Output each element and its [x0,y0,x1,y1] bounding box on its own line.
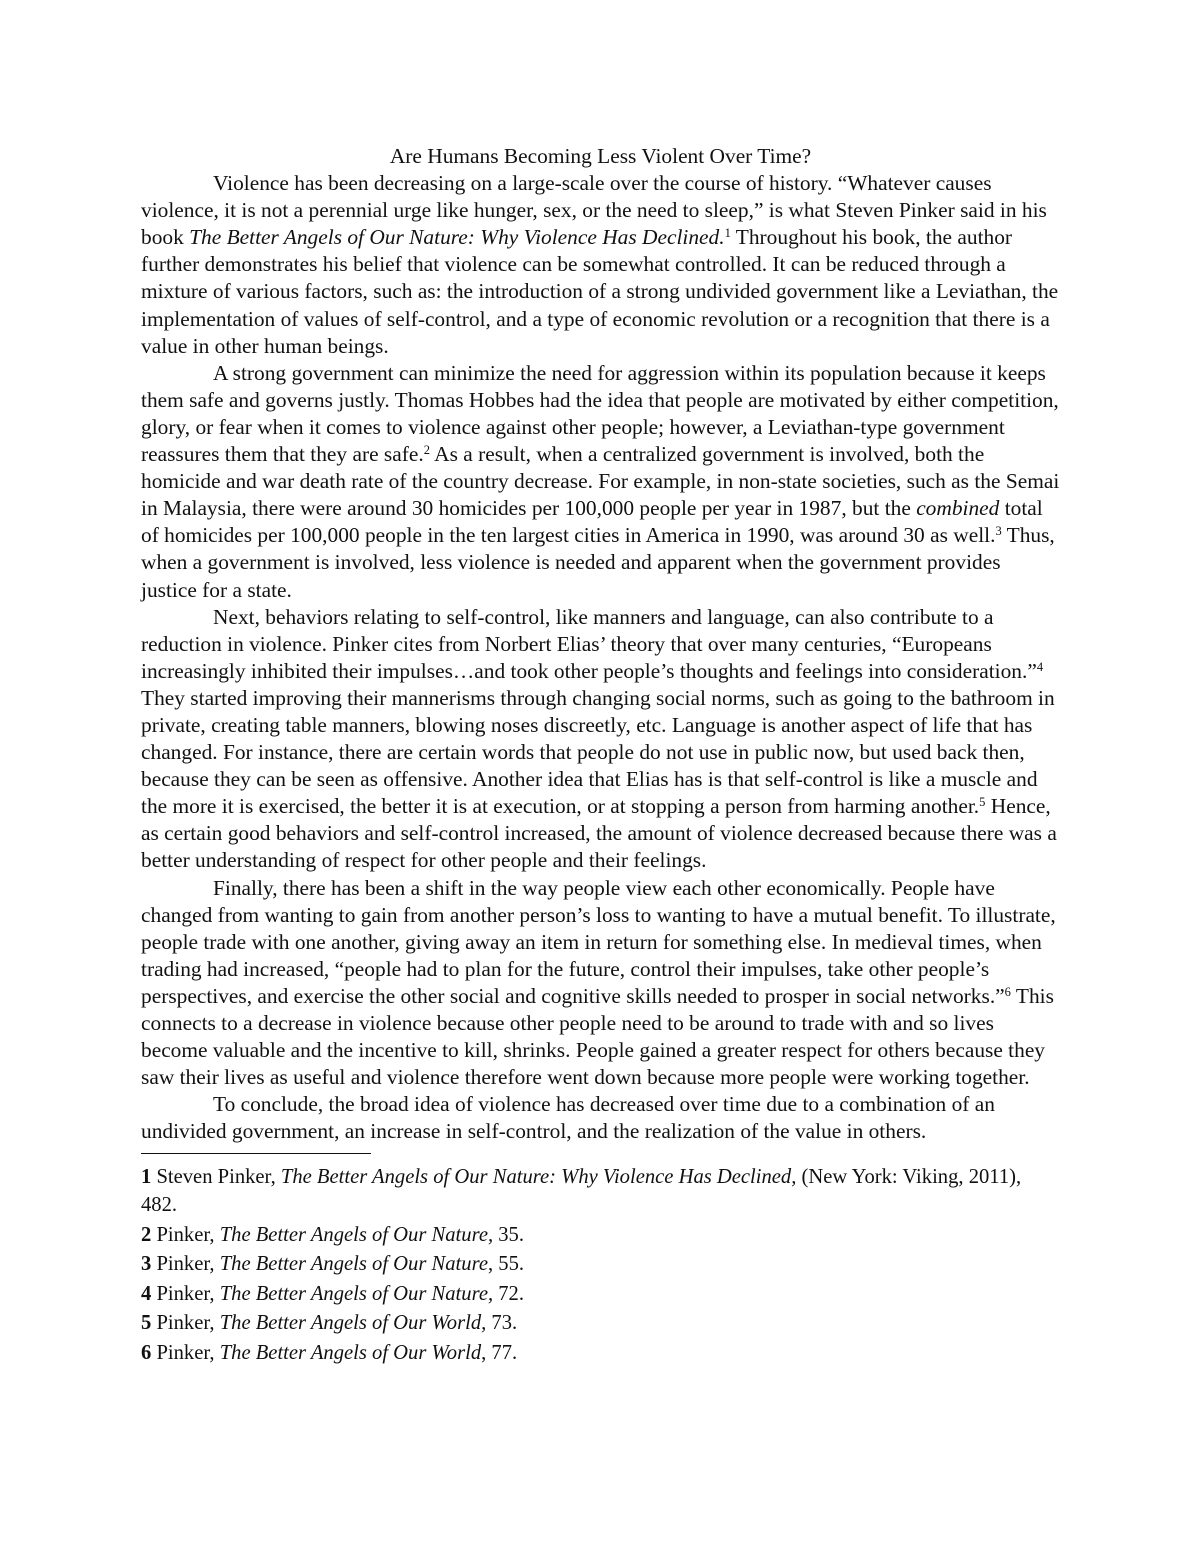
footnote-author: Pinker, [151,1342,220,1365]
footnote-number: 3 [141,1253,152,1276]
paragraph-text: Finally, there has been a shift in the way people view each other economically. People have changed from wanting to gain from another person’s loss to wanting to have a mutual benefit. To illustrate, people trade with one another, giving away an item in return for something else. In medieval times, when trading had increased, “people had to plan for the future, control their impulses, take other people’s perspectives, and exercise the other social and cognitive skills needed to prosper in social networks.” [141,875,1056,1008]
footnote-author: Steven Pinker, [151,1166,281,1189]
paragraph-text: total of homicides per 100,000 people in the ten largest cities in America in 1990, was around 30 as well. [141,496,1043,548]
paragraph-text: Next, behaviors relating to self-control, like manners and language, can also contribute to a reduction in violence. Pinker cites from Norbert Elias’ theory that over many centuries, “Europeans increasingly inhibited their impulses…and took other people’s thoughts and feelings into consideration.” [141,604,1037,683]
footnote [141,1310,1060,1338]
footnote-ref: 5 [979,795,986,810]
paragraph-text: A strong government can minimize the need for aggression within its population because it keeps them safe and governs justly. Thomas Hobbes had the idea that people are motivated by either competition, glory, or fear when it comes to violence against other people; however, a Leviathan-type government reassures them that they are safe. [141,360,1059,467]
footnote [141,1251,1060,1279]
footnote-title: The Better Angels of Our World [219,1342,482,1365]
footnote-details: (New York: Viking, 2011), 482. [141,1166,1022,1217]
italic-text: combined [916,496,1000,521]
paragraph [141,1091,1060,1145]
footnote-title: The Better Angels of Our Nature, [219,1282,494,1305]
paragraph [141,360,1060,604]
footnote-ref: 6 [1004,984,1011,999]
footnote-separator [141,1153,371,1154]
paragraph-text: Throughout his book, the author further demonstrates his belief that violence can be somewhat controlled. It can be reduced through a mixture of various factors, such as: the introduction of a strong undivided government like a Leviathan, the implementation of values of self-control, and a type of economic revolution or a recognition that there is a value in other human beings. [141,225,1059,358]
paragraph [141,170,1060,360]
footnote-ref: 3 [995,524,1002,539]
footnote-details: 35. [493,1223,524,1246]
footnote-number: 4 [141,1282,152,1305]
footnote-title: The Better Angels of Our Nature, [219,1223,494,1246]
footnote [141,1164,1060,1219]
paragraph-text: To conclude, the broad idea of violence has decreased over time due to a combination of an undivided government, an increase in self-control, and the realization of the value in others. [141,1092,995,1144]
footnote-details: , 77. [481,1342,518,1365]
footnote-details: 72. [493,1282,524,1305]
footnote-title: The Better Angels of Our Nature: Why Violence Has Declined, [280,1166,797,1189]
footnote [141,1340,1060,1368]
footnote-ref: 4 [1036,659,1044,674]
footnote-details: , 55. [487,1253,525,1276]
paragraph-text: As a result, when a centralized government is involved, both the homicide and war death rate of the country decrease. For example, in non-state societies, such as the Semai in Malaysia, there were around 30 homicides per 100,000 people per year in 1987, but the [141,442,1060,521]
paragraph-text: Violence has been decreasing on a large-scale over the course of history. “Whatever causes violence, it is not a perennial urge like hunger, sex, or the need to sleep,” is what Steven Pinker said in his book [141,171,1047,250]
footnote-number: 6 [141,1342,152,1365]
footnote-number: 5 [141,1312,152,1335]
paragraph-text: They started improving their mannerisms through changing social norms, such as going to the bathroom in private, creating table manners, blowing noses discreetly, etc. Language is another aspect of life that has changed. For instance, there are certain words that people do not use in public now, but used back then, because they can be seen as offensive. Another idea that Elias has is that self-control is like a muscle and the more it is exercised, the better it is at execution, or at stopping a person from harming another. [141,685,1055,819]
footnote-number: 2 [141,1223,152,1246]
footnote-title: The Better Angels of Our World, [219,1312,487,1335]
footnote-author: Pinker, [151,1312,220,1335]
footnotes-list [141,1164,1060,1367]
footnote-number: 1 [141,1166,152,1189]
paragraph [141,875,1060,1092]
paragraph-text: Hence, as certain good behaviors and self-control increased, the amount of violence decreased because there was a better understanding of respect for other people and their feelings. [141,794,1057,873]
footnote [141,1281,1060,1309]
footnote-author: Pinker, [151,1253,220,1276]
footnote [141,1222,1060,1250]
footnote-author: Pinker, [151,1282,220,1305]
footnote-ref: 1 [724,226,731,241]
essay-body [141,170,1060,1145]
footnote-author: Pinker, [151,1223,220,1246]
italic-text: The Better Angels of Our Nature: Why Violence Has Declined. [189,225,725,250]
footnote-ref: 2 [423,443,430,458]
footnote-title: The Better Angels of Our Nature [219,1253,488,1276]
paragraph-text: This connects to a decrease in violence because other people need to be around to trade with and so lives become valuable and the incentive to kill, shrinks. People gained a greater respect for others because they saw their lives as useful and violence therefore went down because more people were working together. [141,983,1054,1090]
footnote-details: 73. [486,1312,518,1335]
document-title: Are Humans Becoming Less Violent Over Time? [389,144,812,168]
paragraph [141,604,1060,875]
paragraph-text: Thus, when a government is involved, less violence is needed and apparent when the government provides justice for a state. [141,523,1055,602]
